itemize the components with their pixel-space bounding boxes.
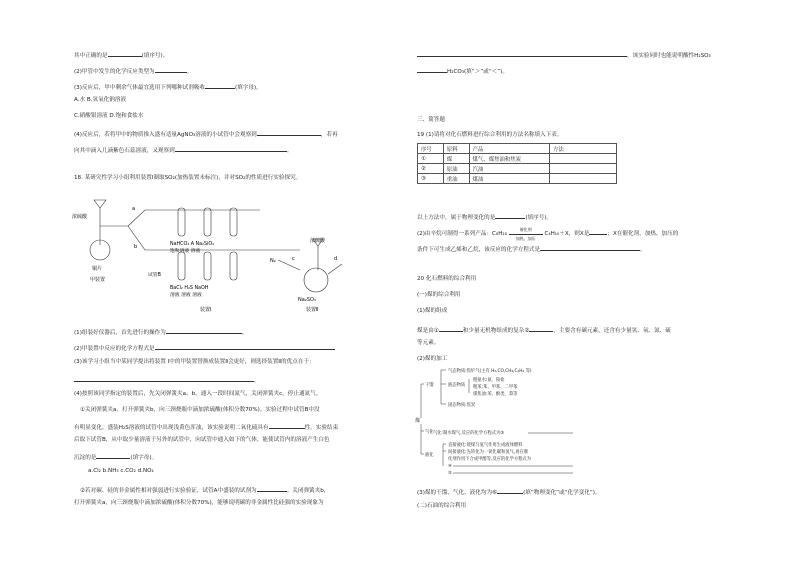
d-gas: 气态物质:焦炉气(主有 H₂,CO,CH₄,C₂H₄ 等)	[448, 369, 532, 374]
table-cell[interactable]	[550, 154, 617, 164]
q20-stem: 20 化石燃料的综合利用	[417, 276, 477, 282]
tube-b-label: 试管B	[148, 273, 161, 278]
jia-label: 甲装置	[90, 277, 106, 283]
three-neck-flask-icon	[304, 268, 328, 292]
answer-blank[interactable]	[417, 66, 447, 73]
bottom-tubes-label-1: BaCl₂ H₂S NaOH	[170, 286, 209, 291]
table-cell: ③	[418, 174, 444, 184]
answer-blank[interactable]	[540, 244, 640, 251]
valve-d-label: d	[334, 256, 338, 262]
answer-blank[interactable]	[497, 487, 523, 494]
section-title: 三、简答题	[417, 117, 445, 123]
dry-distill-label: 干馏	[425, 383, 434, 388]
q18-stem: 18. 某研究性学习小组利用装置Ⅰ制取SO₂(加热装置未标注)，并对SO₂的性质进行实验探究。	[74, 175, 302, 181]
table-header	[418, 144, 617, 154]
test-tube-icon	[230, 208, 237, 236]
bottom-tubes-label-2: 溶液 溶液 溶液	[170, 293, 202, 298]
funnel-label: 浓硫酸	[72, 214, 88, 220]
q17-line-2: (2)甲管中发生的化学反应类型为 。	[74, 66, 192, 76]
answer-blank[interactable]	[108, 50, 142, 57]
answer-blank[interactable]	[205, 82, 235, 89]
answer-blank[interactable]	[155, 343, 335, 350]
answer-blank[interactable]	[166, 327, 242, 334]
coal-line-1: 煤是由① 和少量无机物组成的复杂② ，主要含有碳元素，还含有少量氢、氧、氮、硫	[417, 325, 671, 335]
q18-sub1: (1)组装好仪器后，首先进行的操作为 。	[74, 327, 247, 337]
q18-sub4-3: 后取下试管B，从中取少量溶液于另外的试管中，向试管中通入如下的气体，能使试管内的溶液产生白色	[74, 437, 330, 443]
v-indirect-1: 间接液化:先转化为一氧化碳和氢气,再在催	[448, 450, 529, 455]
answer-blank[interactable]	[417, 50, 627, 57]
table-cell: 煤气、煤焦油和焦炭	[469, 154, 549, 164]
q18-sub4-2: 有明显变化，盛装H₂S溶液的试管中出现浅黄色浑浊，该实验说明二氧化硫具有 性。实验结束	[74, 422, 338, 432]
valve-c-label: c	[292, 256, 295, 262]
answer-blank[interactable]	[74, 375, 254, 382]
answer-blank[interactable]	[495, 212, 525, 219]
answer-blank[interactable]	[155, 66, 187, 73]
answer-blank[interactable]	[257, 485, 287, 492]
gas-options: a.Cl₂ b.NH₃ c.CO₂ d.NO₂	[88, 468, 154, 474]
table-cell: 方法	[550, 144, 617, 154]
coal-label: 煤	[415, 418, 421, 424]
v-eq-4: ④	[448, 464, 452, 469]
table-cell[interactable]	[550, 174, 617, 184]
top-tubes-label-1: NaHCO₃ A Na₂SiO₃	[170, 242, 215, 247]
coal-composition: (1)煤的组成	[417, 308, 448, 314]
petroleum-section: (二)石油的综合利用	[417, 503, 467, 509]
answer-blank[interactable]	[257, 129, 321, 136]
reaction-arrow: 催化剂 加热、加压	[509, 231, 543, 235]
table-cell: 煤油	[469, 174, 549, 184]
table-row	[418, 174, 617, 184]
device-1-label: 装置Ⅰ	[200, 307, 212, 313]
copper-label: 铜片	[92, 266, 103, 272]
q17-line-1: 其中正确的是 (填序号)。	[74, 50, 168, 60]
apparatus-figure	[70, 190, 350, 315]
coal-process-diagram	[413, 366, 593, 478]
g-water-gas: 气化:制水煤气,反应的化学方程式为③	[433, 431, 505, 436]
answer-blank[interactable]	[269, 422, 305, 429]
funnel-icon	[94, 200, 106, 208]
q18-sub3-answer: 。	[74, 375, 260, 385]
table-row	[418, 164, 617, 174]
test-tube-icon	[178, 252, 185, 280]
conc-acid-label: 浓硫酸	[310, 238, 326, 244]
d-ammonia: 粗氨水:氨、铵盐	[473, 378, 505, 383]
answer-blank[interactable]	[589, 228, 607, 235]
d-benzene: 粗苯:苯、甲苯、二甲苯	[473, 385, 518, 390]
table-cell: 产品	[469, 144, 549, 154]
v-indirect-2: 化剂作用下合成甲醇等,反应的化学方程式为	[448, 457, 532, 462]
n2-label: N₂	[270, 258, 276, 264]
q18-sub4: (4)按照该同学指定的装置后，先关闭弹簧夹a、b，通入一段时间氮气，关闭弹簧夹c，停止通氮气。	[74, 391, 322, 397]
gasify-label: 气化	[425, 430, 434, 435]
d-liquid: 液态物质	[448, 383, 466, 388]
table-cell: 重油	[443, 174, 469, 184]
test-tube-icon	[204, 208, 211, 236]
table-cell: 序号	[418, 144, 444, 154]
coal-section: (一)煤的综合利用	[417, 292, 461, 298]
answer-blank[interactable]	[529, 325, 553, 332]
q18-sub4-4: 沉淀的是 (填字母)。	[74, 452, 157, 462]
valve-b-label: b	[134, 244, 138, 250]
option-cd: C.硝酸银溶液 D.饱和食盐水	[74, 113, 144, 119]
q17-line-5: 向其中滴入几滴紫色石蕊溶液，又观察到 。	[74, 145, 292, 155]
answer-blank[interactable]	[96, 452, 130, 459]
table-cell: 原油	[443, 164, 469, 174]
q17-line-3: (3)反应后，甲中剩余气体最宜选用下列哪种试剂吸收 (填字母)。	[74, 82, 262, 92]
q19-stem: 19 (1)请将对化石燃料进行综合利用的方法名称填入下表。	[417, 132, 563, 138]
na2so3-label: Na₂SO₃	[298, 297, 316, 303]
q19-line-1: 以上方法中，属于物理变化的是 (填序号)。	[417, 212, 552, 222]
valve-a-label: a	[132, 206, 136, 212]
q19-line-2: (2)由辛烷可制得一系列产品：C₈H₁₈ 催化剂 加热、加压 C₄H₁₀＋X，则X是 ；X在催化剂、加热、加压的	[417, 227, 679, 241]
table-row	[418, 154, 617, 164]
answer-blank[interactable]	[439, 325, 463, 332]
q18-sub2: (2)甲装置中反应的化学方程式是	[74, 343, 335, 353]
liquefy-label: 液化	[425, 453, 434, 458]
q18-sub3: (3)该学习小组当中某同学提出将装置 Ⅰ中的甲装置替换成装置Ⅱ会更好，则选择装置Ⅱ的优点在于：	[74, 359, 315, 365]
test-tube-icon	[178, 208, 185, 236]
coal-line-2: 等元素。	[417, 340, 440, 346]
d-tar: 煤焦油:苯、酚类、萘等	[473, 392, 518, 397]
v-direct: 直接液化:使煤与氢气作用生成液体燃料	[448, 443, 523, 448]
q19-line-3: 条件下可生成乙烯和乙烷，该反应的化学方程式是 。	[417, 244, 646, 254]
test-tube-icon	[204, 252, 211, 280]
table-cell[interactable]	[550, 164, 617, 174]
v-eq-5: ⑤	[448, 471, 452, 476]
coal-processing: (2)煤的加工	[417, 356, 448, 362]
table-cell: ②	[418, 164, 444, 174]
d-solid: 固态物质:焦炭	[448, 403, 476, 408]
fuel-table	[417, 143, 617, 184]
option-ab: A.水 B.氢氧化钠溶液	[74, 97, 127, 103]
q18-sub4-1: ①关闭弹簧夹a，打开弹簧夹b，向三颈烧瓶中滴加浓硫酸(体积分数70%)。实验过程中试管B中没	[80, 407, 320, 413]
answer-blank[interactable]	[175, 145, 287, 152]
top-tubes-label-2: 饱和溶液 溶液	[170, 249, 201, 254]
q18-sub4-6: 打开弹簧夹a，向三颈烧瓶中滴加浓硫酸(体积分数70%)，能够说明碳的非金属性比硅强的实验现象为	[74, 500, 324, 506]
r-line-2: H₂CO₃(填“＞”或“＜”)。	[417, 66, 508, 76]
coal-line-3: (3)煤的干馏、气化、液化均为⑥ (填“物理变化”或“化学变化”)。	[417, 487, 601, 497]
device-2-label: 装置Ⅱ	[306, 307, 319, 313]
test-tube-icon	[230, 252, 237, 280]
q18-sub4-5: ②若对碳、硅的非金属性相对强弱进行实验验证，试管A中盛装的试剂为 。关闭弹簧夹b，	[80, 485, 329, 495]
r-line-1: ，该实验同时也能说明酸性H₂SO₃	[417, 50, 711, 60]
table-cell: 原料	[443, 144, 469, 154]
table-cell: 汽油	[469, 164, 549, 174]
table-cell: 煤	[443, 154, 469, 164]
q17-line-4: (4)反应后，若将甲中的物质推入盛有适量AgNO₃溶液的小试管中会观察到 ，若再	[74, 129, 338, 139]
table-cell: ①	[418, 154, 444, 164]
